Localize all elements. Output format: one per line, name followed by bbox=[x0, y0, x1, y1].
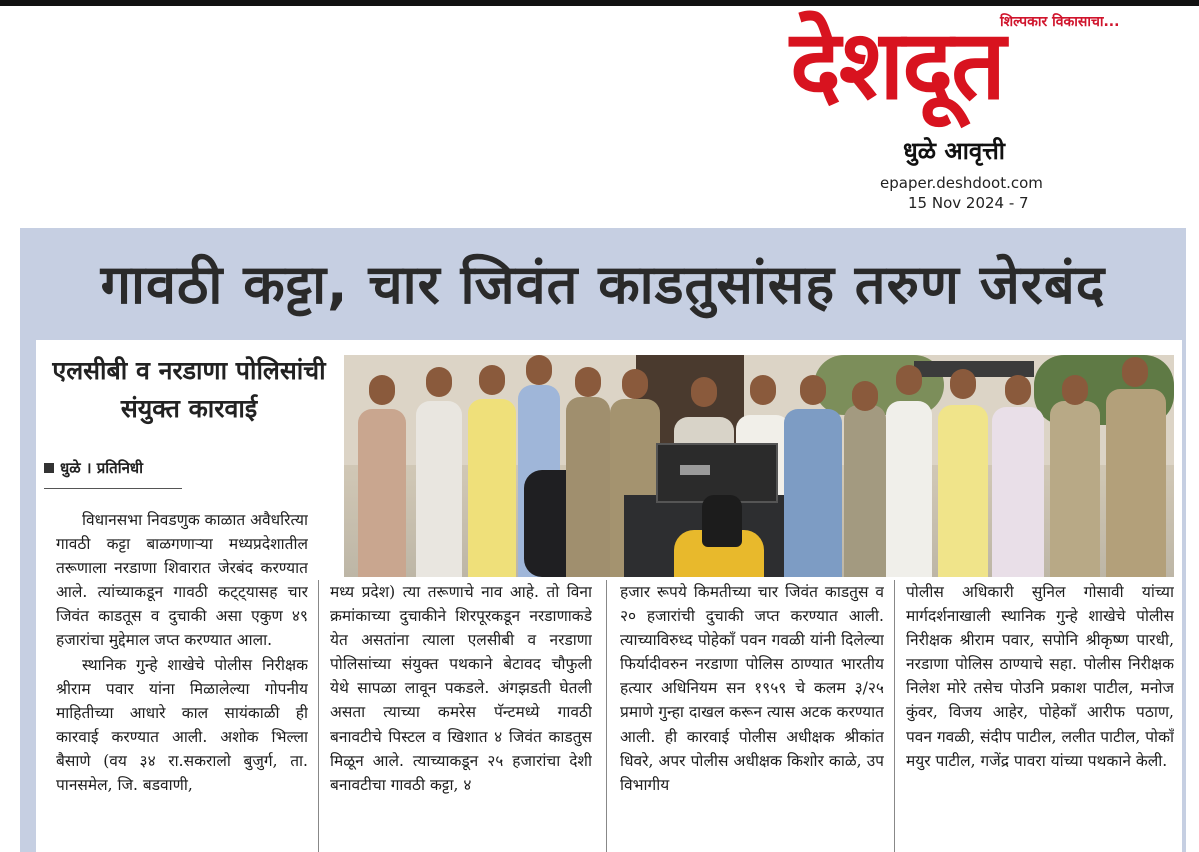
photo-person-head bbox=[1005, 375, 1031, 405]
news-photo bbox=[344, 355, 1174, 577]
photo-person-head bbox=[479, 365, 505, 395]
photo-person-head bbox=[750, 375, 776, 405]
photo-person bbox=[992, 407, 1044, 577]
photo-weapon-case bbox=[656, 443, 778, 503]
issue-date-page: 15 Nov 2024 - 7 bbox=[908, 194, 1029, 212]
photo-person bbox=[358, 409, 406, 577]
article-paragraph: स्थानिक गुन्हे शाखेचे पोलीस निरीक्षक श्रीराम पवार यांना मिळालेल्या गोपनीय माहितीच्या आधारे काल सायंकाळी ही कारवाई करण्यात आली. अशोक भिल्ला बैसाणे (वय ३४ रा.सकरालो बुजुर्ग, ता. पानसमेल, जि. बडवाणी, bbox=[56, 655, 308, 795]
photo-pistol bbox=[680, 465, 710, 475]
photo-person bbox=[1106, 389, 1166, 577]
photo-person-head bbox=[896, 365, 922, 395]
photo-person bbox=[844, 405, 886, 577]
headline: गावठी कट्टा, चार जिवंत काडतुसांसह तरुण जेरबंद bbox=[100, 253, 1106, 316]
photo-person-head bbox=[852, 381, 878, 411]
article-column-3 bbox=[620, 580, 884, 852]
brand-logo: देशदूत bbox=[790, 9, 1004, 121]
photo-person bbox=[566, 397, 610, 577]
photo-person-head bbox=[526, 355, 552, 385]
article-paragraph: मध्य प्रदेश) त्या तरूणाचे नाव आहे. तो विना क्रमांकाच्या दुचाकीने शिरपूरकडून नरडाणाकडे येत असतांना त्याला एलसीबी व नरडाणा पोलिसांच्या संयुक्त पथकाने बेटावद चौफुली येथे सापळा लावून पकडले. अंगझडती घेतली असता त्याच्या कमरेस पॅन्टमध्ये गावठी बनावटीचे पिस्टल व खिशात ४ जिवंत काडतुस मिळून आले. त्याच्याकडून २५ हजारांचा देशी बनावटीचा गावठी कट्टा, ४ bbox=[330, 583, 592, 794]
photo-person-head bbox=[691, 377, 717, 407]
byline-divider bbox=[44, 488, 182, 489]
byline-text: धुळे । प्रतिनिधी bbox=[60, 459, 144, 477]
brand-tagline: शिल्पकार विकासाचा... bbox=[1000, 14, 1120, 30]
site-url: epaper.deshdoot.com bbox=[880, 174, 1043, 192]
subheadline: एलसीबी व नरडाणा पोलिसांची संयुक्त कारवाई bbox=[52, 356, 326, 423]
column-divider bbox=[318, 580, 319, 852]
column-divider bbox=[606, 580, 607, 852]
column-divider bbox=[894, 580, 895, 852]
photo-person bbox=[416, 401, 462, 577]
article-column-4 bbox=[906, 580, 1174, 852]
photo-accused-hood bbox=[702, 495, 742, 547]
article-paragraph: विधानसभा निवडणुक काळात अवैधरित्या गावठी कट्टा बाळगणाऱ्या मध्यप्रदेशातील तरूणाला नरडाणा शिवारात जेरबंद करण्यात आले. त्यांच्याकडून गावठी कट्ट्यासह चार जिवंत काडतूस व दुचाकी असा एकुण ४९ हजारांचा मुद्देमाल जप्त करण्यात आला. bbox=[56, 511, 308, 650]
photo-person-head bbox=[426, 367, 452, 397]
top-border bbox=[0, 0, 1199, 6]
photo-person bbox=[938, 405, 988, 577]
edition-label: धुळे आवृत्ती bbox=[903, 137, 1006, 165]
photo-person-head bbox=[800, 375, 826, 405]
article-column-2 bbox=[330, 580, 592, 852]
photo-person-head bbox=[622, 369, 648, 399]
photo-person bbox=[1050, 401, 1100, 577]
photo-person bbox=[468, 399, 516, 577]
photo-person bbox=[886, 401, 932, 577]
byline-bullet-icon bbox=[44, 463, 54, 473]
article-paragraph: पोलीस अधिकारी सुनिल गोसावी यांच्या मार्गदर्शनाखाली स्थानिक गुन्हे शाखेचे पोलीस निरीक्षक श्रीराम पवार, सपोनि श्रीकृष्ण पारधी, नरडाणा पोलिस ठाण्याचे सहा. पोलीस निरीक्षक निलेश मोरे तसेच पोउनि प्रकाश पाटील, मनोज कुंवर, विजय आहेर, पोहेकाँ आरीफ पठाण, पवन गवळी, संदीप पाटील, ललीत पाटील, पोकाँ मयुर पाटील, गजेंद्र पावरा यांच्या पथकाने केली. bbox=[906, 583, 1174, 770]
article-column-1 bbox=[56, 508, 308, 852]
byline bbox=[44, 458, 143, 478]
article-paragraph: हजार रूपये किमतीच्या चार जिवंत काडतुस व २० हजारांची दुचाकी जप्त करण्यात आली. त्याच्याविरुध्द पोहेकाँ पवन गवळी यांनी दिलेल्या फिर्यादीवरुन नरडाणा पोलिस ठाण्यात भारतीय हत्यार अधिनियम सन १९५९ चे कलम ३/२५ प्रमाणे गुन्हा दाखल करून त्यास अटक करण्यात आली. ही कारवाई पोलीस अधीक्षक श्रीकांत धिवरे, अपर पोलीस अधीक्षक किशोर काळे, उप विभागीय bbox=[620, 583, 884, 794]
photo-person-head bbox=[1122, 357, 1148, 387]
photo-person-head bbox=[950, 369, 976, 399]
photo-person-head bbox=[369, 375, 395, 405]
photo-person-head bbox=[1062, 375, 1088, 405]
photo-person bbox=[784, 409, 842, 577]
photo-person-head bbox=[575, 367, 601, 397]
